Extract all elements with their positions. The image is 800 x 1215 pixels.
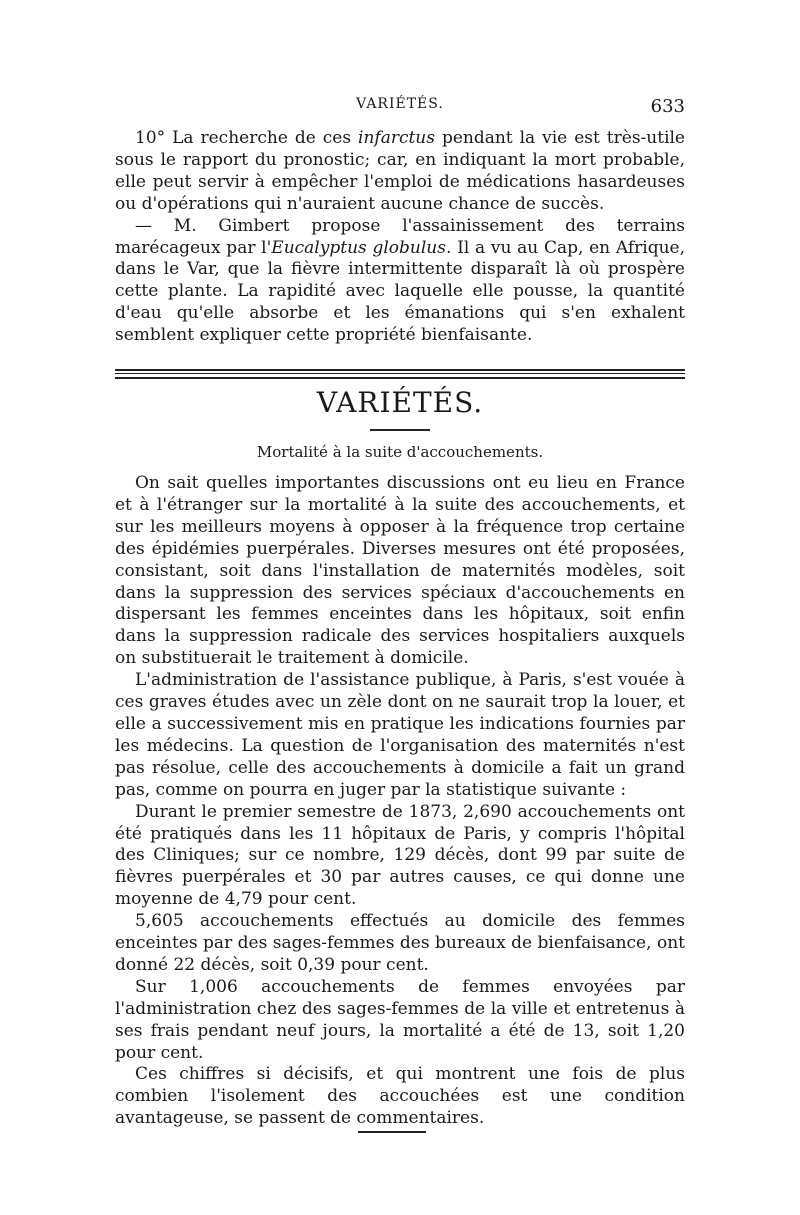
emphasis-infarctus: infarctus <box>358 128 435 148</box>
emphasis-eucalyptus: Eucalyptus globulus <box>271 237 446 258</box>
end-rule <box>358 1131 426 1133</box>
running-head <box>115 96 685 120</box>
section-divider-double <box>115 369 685 374</box>
paragraph-infarctus: 10° La recherche de ces infarctus pendant la vie est très-utile sous le rapport du pronostic; car, en indiquant la mort probable, elle peut servir à empêcher l'emploi de médications hasardeuses ou d'opérations qui n'auraient aucune chance de succès. <box>115 128 685 214</box>
page-number: 633 <box>650 96 685 117</box>
section-divider <box>115 377 685 379</box>
paragraph-gimbert: — M. Gimbert propose l'assainissement des terrains marécageux par l'Eucalyptus globulus. Il a vu au Cap, en Afrique, dans le Var, que la fièvre intermittente disparaît là où prospère cette plante. La rapidité avec laquelle elle pousse, la quantité d'eau qu'elle absorbe et les émanations qui s'en exhalent semblent expliquer cette propriété bienfaisante. <box>115 215 685 346</box>
article-paragraph: On sait quelles importantes discussions ont eu lieu en France et à l'étranger sur la mortalité à la suite des accouchements, et sur les meilleurs moyens à opposer à la fréquence trop certaine des épidémies puerpérales. Diverses mesures ont été proposées, consistant, soit dans l'installation de maternités modèles, soit dans la suppression des services spéciaux d'accouchements en dispersant les femmes enceintes dans les hôpitaux, soit enfin dans la suppression radicale des services hospitaliers auxquels on substituerait le traitement à domicile. <box>115 473 685 669</box>
article-paragraph: 5,605 accouchements effectués au domicile des femmes enceintes par des sages-femmes des bureaux de bienfaisance, ont donné 22 décès, soit 0,39 pour cent. <box>115 911 685 975</box>
section-title: VARIÉTÉS. <box>316 386 484 419</box>
article-body <box>115 473 685 1130</box>
article-paragraph: Ces chiffres si décisifs, et qui montrent une fois de plus combien l'isolement des accouchées est une condition avantageuse, se passent de commentaires. <box>115 1064 685 1129</box>
article-paragraph: Sur 1,006 accouchements de femmes envoyées par l'administration chez des sages-femmes de la ville et entretenus à ses frais pendant neuf jours, la mortalité a été de 13, soit 1,20 pour cent. <box>115 976 685 1063</box>
article-subtitle: Mortalité à la suite d'accouchements. <box>256 443 544 461</box>
article-paragraph: L'administration de l'assistance publique, à Paris, s'est vouée à ces graves études avec un zèle dont on ne saurait trop la louer, et elle a successivement mis en pratique les indications fournies par les médecins. La question de l'organisation des maternités n'est pas résolue, celle des accouchements à domicile a fait un grand pas, comme on pourra en juger par la statistique suivante : <box>115 670 685 800</box>
title-rule <box>370 429 430 431</box>
previous-section <box>115 128 685 347</box>
running-head-title: VARIÉTÉS. <box>356 96 444 112</box>
article-paragraph: Durant le premier semestre de 1873, 2,690 accouchements ont été pratiqués dans les 11 hôpitaux de Paris, y compris l'hôpital des Cliniques; sur ce nombre, 129 décès, dont 99 par suite de fièvres puerpérales et 30 par autres causes, ce qui donne une moyenne de 4,79 pour cent. <box>115 801 685 910</box>
